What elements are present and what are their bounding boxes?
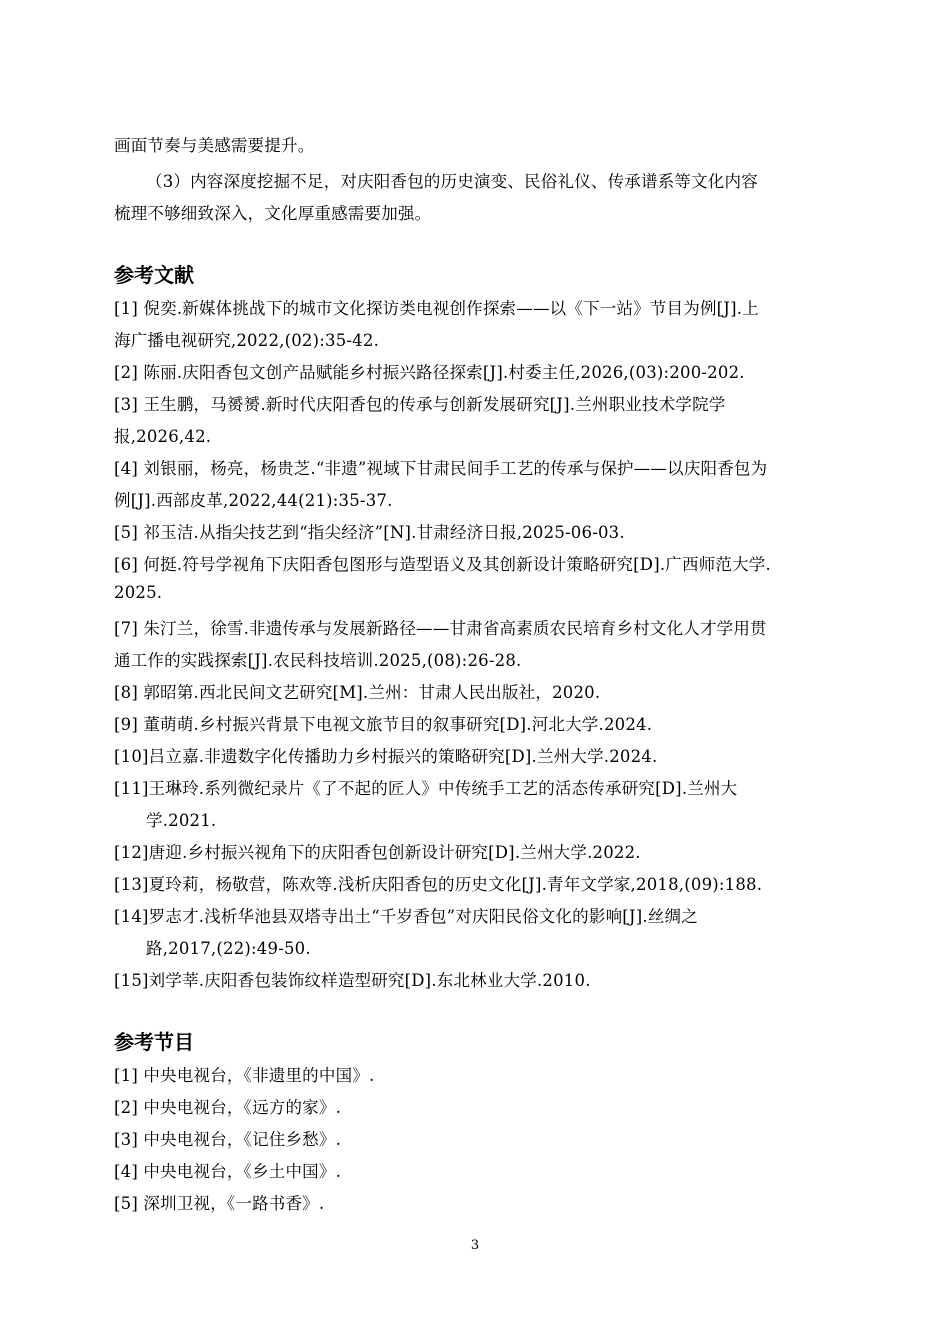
program-line: [3] 中央电视台，《记住乡愁》. xyxy=(114,1130,342,1149)
reference-line: [10]吕立嘉.非遗数字化传播助力乡村振兴的策略研究[D].兰州大学.2024. xyxy=(114,747,658,766)
reference-line: [14]罗志才.浅析华池县双塔寺出土“千岁香包”对庆阳民俗文化的影响[J].丝绸之 xyxy=(114,907,698,926)
reference-line: 路,2017,(22):49-50. xyxy=(146,939,311,958)
reference-line: 学.2021. xyxy=(146,811,217,830)
reference-line: 海广播电视研究,2022,(02):35-42. xyxy=(114,331,380,350)
program-line: [2] 中央电视台，《远方的家》. xyxy=(114,1098,342,1117)
reference-line: [1] 倪奕.新媒体挑战下的城市文化探访类电视创作探索——以《下一站》节目为例[J].上 xyxy=(114,299,759,318)
reference-line: [15]刘学莘.庆阳香包装饰纹样造型研究[D].东北林业大学.2010. xyxy=(114,971,591,990)
reference-line: [9] 董萌萌.乡村振兴背景下电视文旅节目的叙事研究[D].河北大学.2024. xyxy=(114,715,653,734)
reference-line: [7] 朱汀兰，徐雪.非遗传承与发展新路径——甘肃省高素质农民培育乡村文化人才学用贯 xyxy=(114,619,767,638)
program-line: [4] 中央电视台，《乡土中国》. xyxy=(114,1162,342,1181)
reference-line: [2] 陈丽.庆阳香包文创产品赋能乡村振兴路径探索[J].村委主任,2026,(03):200-202. xyxy=(114,363,745,382)
program-line: [1] 中央电视台，《非遗里的中国》. xyxy=(114,1066,375,1085)
reference-line: [13]夏玲莉，杨敬营，陈欢等.浅析庆阳香包的历史文化[J].青年文学家,2018,(09):188. xyxy=(114,875,763,894)
reference-line: [8] 郭昭第.西北民间文艺研究[M].兰州：甘肃人民出版社，2020. xyxy=(114,683,601,702)
page-number: 3 xyxy=(470,1238,480,1253)
body-line: 梳理不够细致深入，文化厚重感需要加强。 xyxy=(114,204,432,223)
references-heading: 参考文献 xyxy=(114,263,194,287)
body-line: （3）内容深度挖掘不足，对庆阳香包的历史演变、民俗礼仪、传承谱系等文化内容 xyxy=(146,172,758,191)
reference-line: 通工作的实践探索[J].农民科技培训.2025,(08):26-28. xyxy=(114,651,522,670)
reference-line: 2025. xyxy=(114,583,163,602)
programs-heading: 参考节目 xyxy=(114,1030,194,1054)
reference-line: 报,2026,42. xyxy=(114,427,212,446)
reference-line: [5] 祁玉洁.从指尖技艺到“指尖经济”[N].甘肃经济日报,2025-06-03. xyxy=(114,523,625,542)
reference-line: [4] 刘银丽，杨亮，杨贵芝.“非遗”视域下甘肃民间手工艺的传承与保护——以庆阳香包为 xyxy=(114,459,768,478)
program-line: [5] 深圳卫视，《一路书香》. xyxy=(114,1194,325,1213)
reference-line: [3] 王生鹏，马赟赟.新时代庆阳香包的传承与创新发展研究[J].兰州职业技术学院学 xyxy=(114,395,726,414)
reference-line: [11]王琳玲.系列微纪录片《了不起的匠人》中传统手工艺的活态传承研究[D].兰州大 xyxy=(114,779,738,798)
reference-line: [12]唐迎.乡村振兴视角下的庆阳香包创新设计研究[D].兰州大学.2022. xyxy=(114,843,641,862)
reference-line: 例[J].西部皮革,2022,44(21):35-37. xyxy=(114,491,393,510)
reference-line: [6] 何挺.符号学视角下庆阳香包图形与造型语义及其创新设计策略研究[D].广西师范大学. xyxy=(114,555,771,574)
body-line: 画面节奏与美感需要提升。 xyxy=(114,136,315,155)
